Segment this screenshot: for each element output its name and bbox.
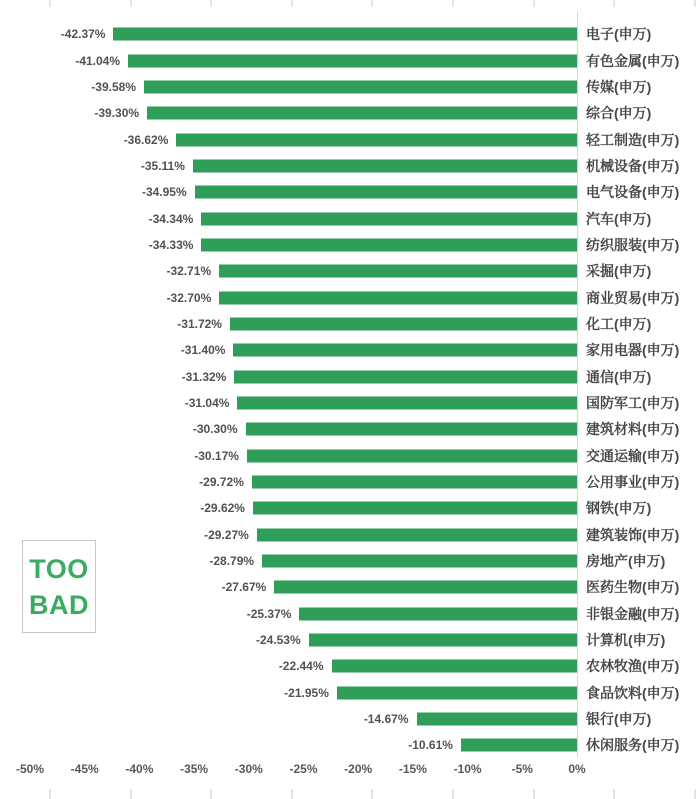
bar-value-label: -36.62% [123,132,169,147]
bar [219,265,577,278]
bar-category-label: 计算机(申万) [586,632,666,649]
bar-value-label: -14.67% [363,712,409,727]
bar-value-label: -32.71% [166,264,212,279]
bar-rows [0,21,699,759]
bar-value-label: -22.44% [278,659,324,674]
bar-value-label: -24.53% [255,633,301,648]
x-tick-label: -45% [70,762,99,776]
too-bad-line2: BAD [29,589,89,620]
bar-row [0,232,699,258]
bar [128,54,577,67]
bar [230,317,577,330]
bar-value-label: -29.72% [199,475,244,490]
bar-row [0,653,699,679]
edge-tick-mark [694,789,696,799]
bar-row [0,258,699,284]
bar-category-label: 采掘(申万) [586,263,652,280]
edge-tick-mark [452,0,454,7]
bar-row [0,469,699,495]
bar-row [0,126,699,152]
bar [193,159,577,172]
edge-tick-mark [533,789,535,799]
bar-row [0,416,699,442]
bar [176,133,577,146]
bar-category-label: 纺织服装(申万) [586,236,680,253]
bar [233,344,577,357]
edge-tick-mark [613,0,615,7]
bar-category-label: 建筑材料(申万) [586,421,680,438]
bar [299,607,577,620]
bar-value-label: -28.79% [209,554,255,569]
bar [201,212,577,225]
bar-value-label: -39.58% [91,79,136,94]
x-tick-label: -40% [125,762,154,776]
bar-category-label: 通信(申万) [586,368,652,385]
bar-row [0,706,699,732]
x-tick-label: -15% [398,762,427,776]
bar-category-label: 医药生物(申万) [586,579,680,596]
bar [237,396,577,409]
bar-category-label: 传媒(申万) [586,78,652,95]
bar-value-label: -30.17% [194,448,239,463]
x-tick-label: -30% [234,762,263,776]
x-tick-label: 0% [568,762,586,776]
bar-category-label: 综合(申万) [586,105,652,122]
bar-value-label: -32.70% [166,290,212,305]
bar-category-label: 家用电器(申万) [586,342,680,359]
bar-row [0,680,699,706]
too-bad-annotation [22,540,96,633]
bar-value-label: -41.04% [75,53,121,68]
bar-value-label: -31.32% [181,369,227,384]
bar-category-label: 电气设备(申万) [586,184,680,201]
bar [234,370,577,383]
edge-tick-mark [130,789,132,799]
edge-tick-mark [210,0,212,7]
bar-row [0,732,699,758]
bar-value-label: -34.33% [148,237,194,252]
x-axis-tick-labels [0,762,699,782]
bar-value-label: -34.34% [148,211,194,226]
bar-category-label: 建筑装饰(申万) [586,526,680,543]
edge-tick-mark [533,0,535,7]
bar [274,581,577,594]
bar-value-label: -29.62% [200,501,245,516]
bar-row [0,153,699,179]
bar-value-label: -31.04% [184,395,230,410]
bar [262,555,577,568]
edge-tick-mark [694,0,696,7]
bar-row [0,100,699,126]
bar-category-label: 房地产(申万) [586,553,666,570]
bar-value-label: -21.95% [284,685,329,700]
bar-category-label: 公用事业(申万) [586,474,680,491]
bar [195,186,577,199]
bar [219,291,577,304]
bar-row [0,284,699,310]
edge-tick-mark [49,789,51,799]
bar [417,713,577,726]
bar-category-label: 国防军工(申万) [586,394,680,411]
bottom-edge-ticks [0,789,699,799]
x-tick-label: -20% [344,762,373,776]
bar-category-label: 农林牧渔(申万) [586,658,680,675]
bar [309,634,577,647]
top-edge-ticks [0,0,699,7]
bar [253,502,577,515]
edge-tick-mark [613,789,615,799]
bar-category-label: 化工(申万) [586,315,652,332]
bar [113,28,577,41]
bar [332,660,577,673]
edge-tick-mark [291,789,293,799]
bar-row [0,601,699,627]
bar-row [0,179,699,205]
bar-row [0,74,699,100]
bar-row [0,574,699,600]
bar [147,107,577,120]
bar [337,686,577,699]
bar-category-label: 汽车(申万) [586,210,652,227]
bar [201,238,577,251]
x-tick-label: -5% [511,762,533,776]
bar-value-label: -39.30% [94,106,140,121]
bar-category-label: 轻工制造(申万) [586,131,680,148]
bar [144,80,577,93]
bar-category-label: 食品饮料(申万) [586,684,680,701]
edge-tick-mark [371,789,373,799]
bar-row [0,21,699,47]
bar-value-label: -31.40% [180,343,226,358]
bar-row [0,390,699,416]
bar-category-label: 钢铁(申万) [586,500,652,517]
bar-row [0,337,699,363]
bar-value-label: -10.61% [408,738,453,753]
bar-category-label: 非银金融(申万) [586,605,680,622]
bar [461,739,577,752]
bar-value-label: -29.27% [204,527,249,542]
bar-value-label: -31.72% [177,316,222,331]
bar-value-label: -30.30% [192,422,238,437]
edge-tick-mark [371,0,373,7]
bar-category-label: 有色金属(申万) [586,52,680,69]
bar [247,449,577,462]
edge-tick-mark [130,0,132,7]
x-tick-label: -25% [289,762,318,776]
bar [257,528,577,541]
bar-value-label: -35.11% [140,158,185,173]
x-tick-label: -35% [180,762,209,776]
edge-tick-mark [291,0,293,7]
bar-row [0,443,699,469]
bar-row [0,522,699,548]
x-tick-label: -50% [15,762,45,776]
bar-row [0,311,699,337]
edge-tick-mark [210,789,212,799]
bar-row [0,47,699,73]
bar [252,476,577,489]
bar-value-label: -34.95% [141,185,187,200]
bar-category-label: 商业贸易(申万) [586,289,680,306]
bar-category-label: 银行(申万) [586,711,652,728]
bar-row [0,495,699,521]
bar-value-label: -42.37% [60,27,106,42]
bar-category-label: 休闲服务(申万) [586,737,680,754]
edge-tick-mark [452,789,454,799]
x-tick-label: -10% [453,762,482,776]
bar-category-label: 电子(申万) [586,26,652,43]
edge-tick-mark [49,0,51,7]
bar-row [0,627,699,653]
bar-row [0,548,699,574]
bar-row [0,363,699,389]
bar [246,423,577,436]
bar-category-label: 机械设备(申万) [586,157,680,174]
bar-category-label: 交通运输(申万) [586,447,680,464]
too-bad-line1: TOO [29,553,89,584]
bar-value-label: -27.67% [221,580,267,595]
bar-row [0,205,699,231]
bar-value-label: -25.37% [246,606,292,621]
